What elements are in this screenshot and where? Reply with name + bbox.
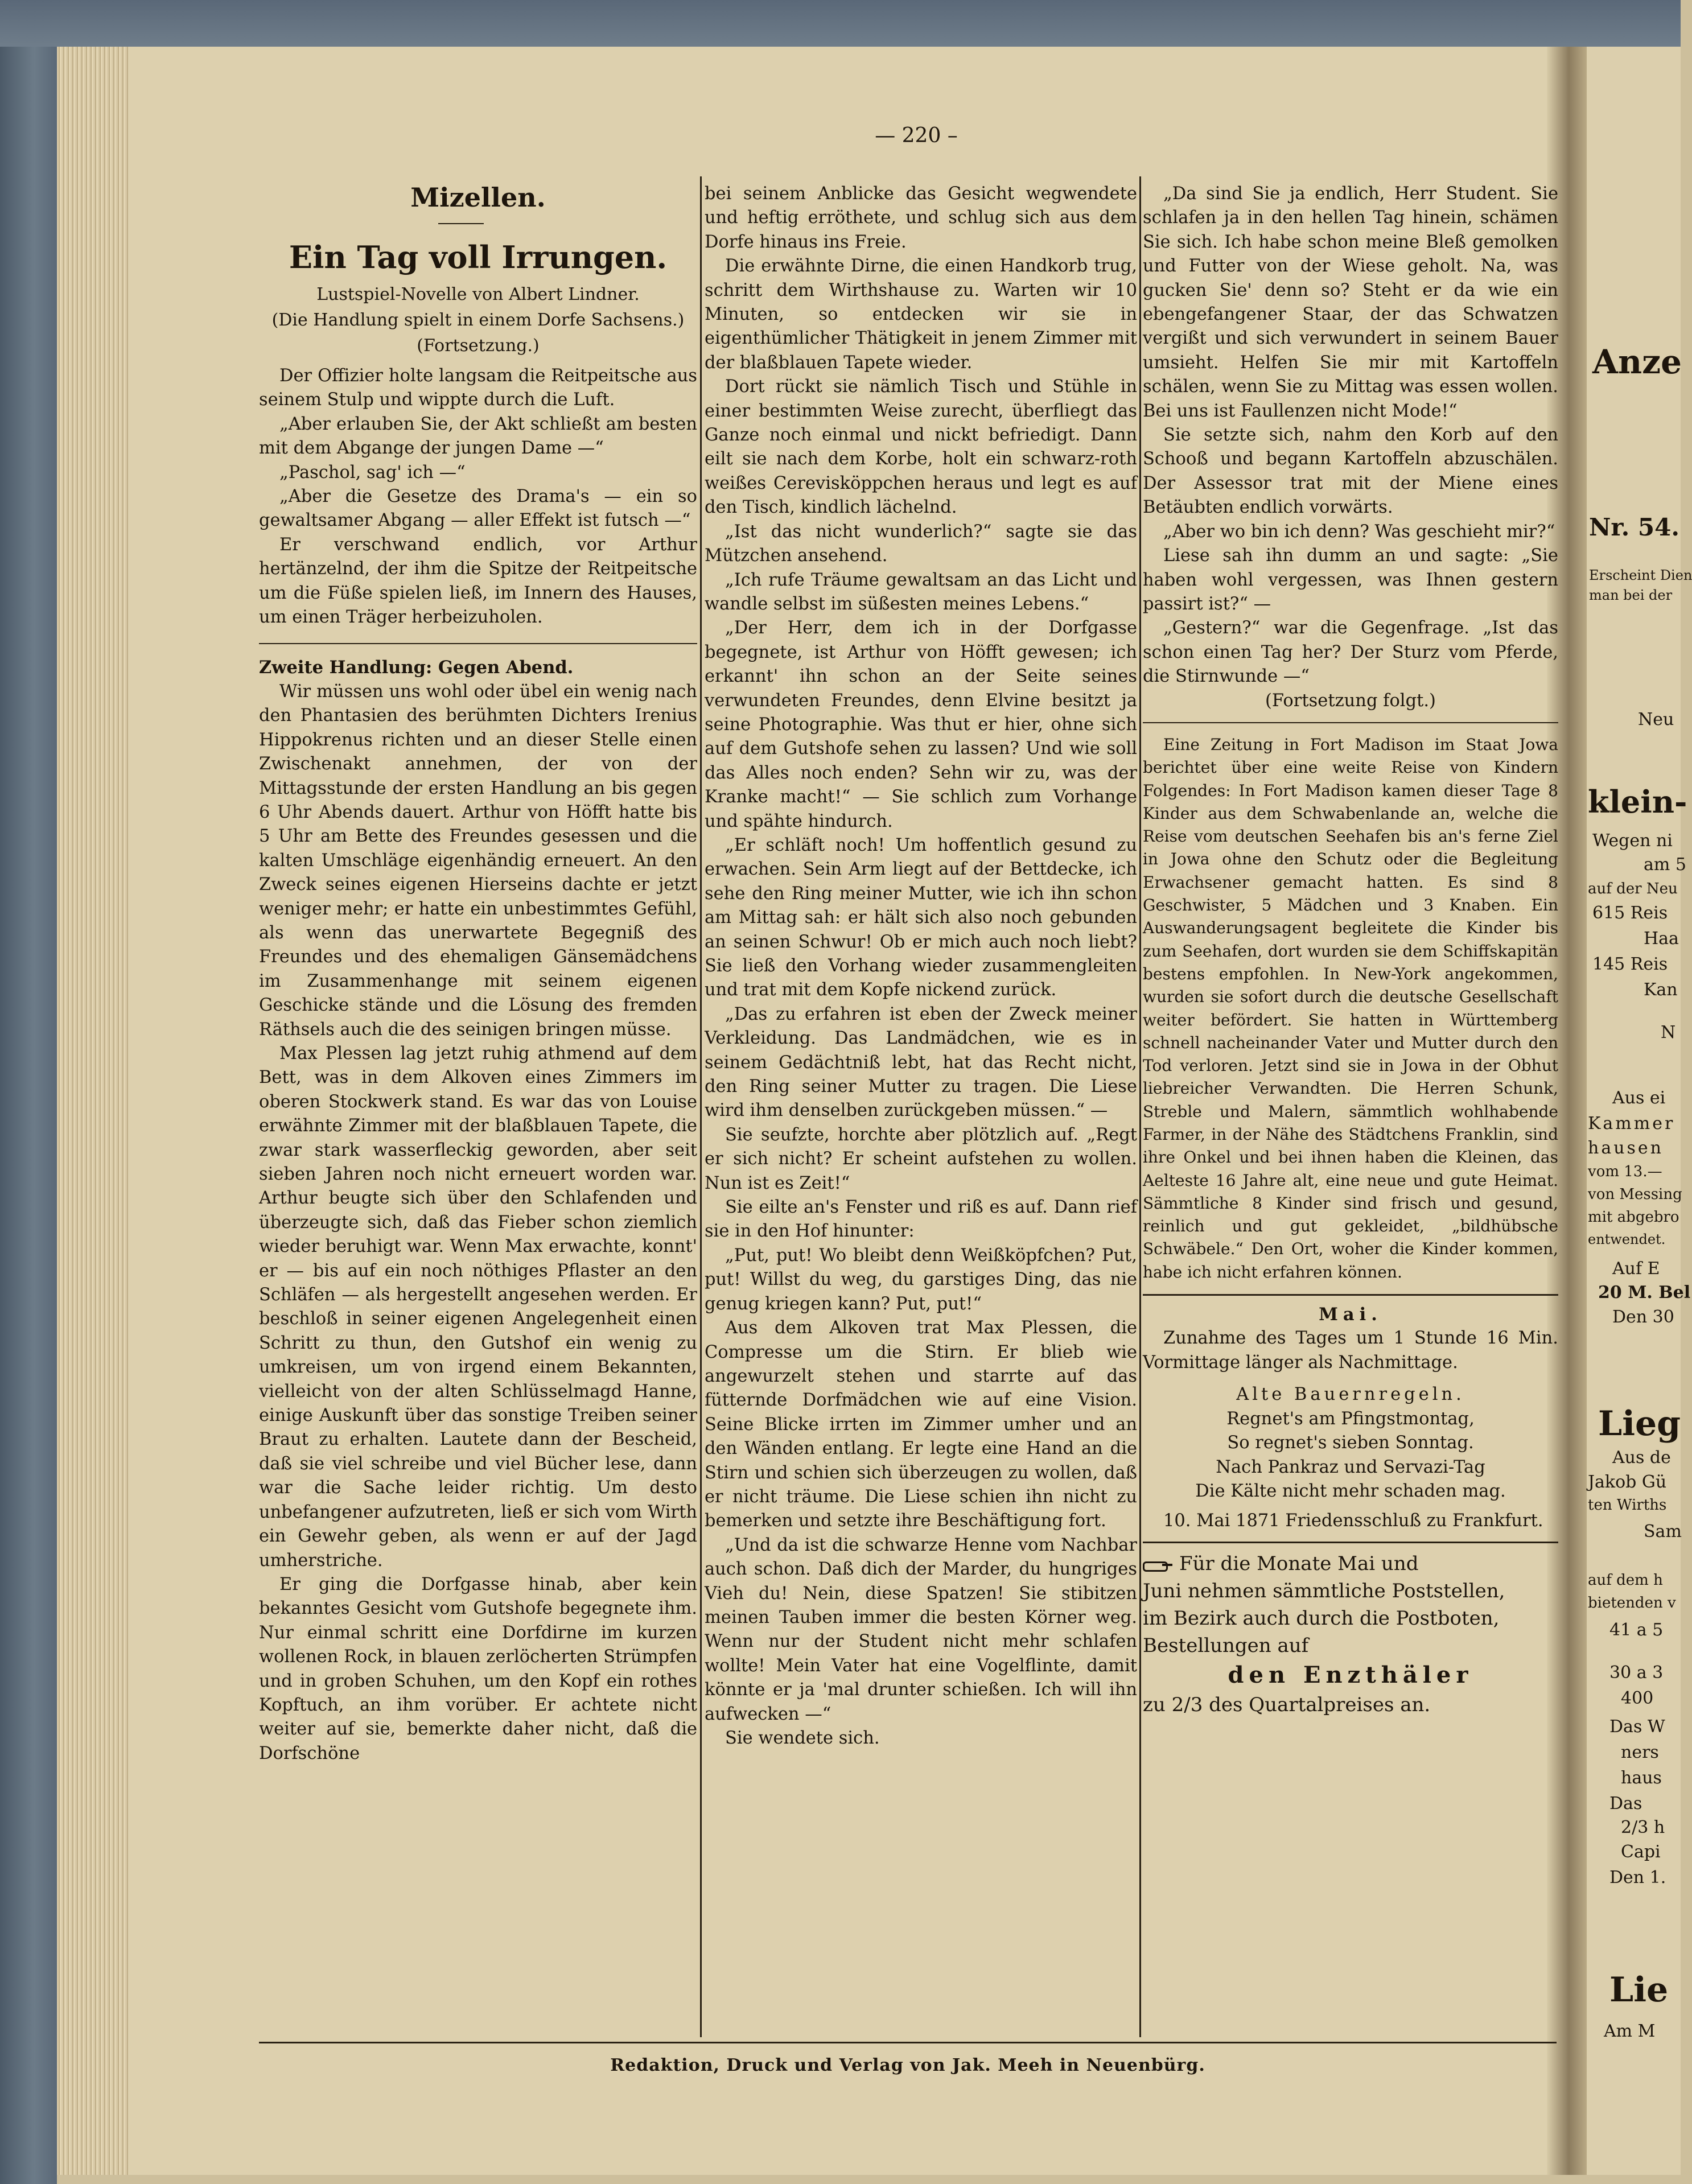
next-page-fragment: mit abgebro bbox=[1588, 1209, 1679, 1226]
next-page-fragment: Am M bbox=[1604, 2021, 1656, 2041]
next-page-fragment: 145 Reis bbox=[1592, 954, 1668, 974]
title-divider bbox=[438, 223, 484, 224]
news-divider bbox=[1143, 722, 1558, 723]
next-page-fragment: Den 30 bbox=[1612, 1307, 1674, 1327]
next-page-fragment: Aus de bbox=[1612, 1448, 1671, 1468]
subscription-line: zu 2/3 des Quartalpreises an. bbox=[1143, 1693, 1431, 1716]
news-item: Eine Zeitung in Fort Madison im Staat Jowa berichtet über eine weite Reise von Kindern Folgendes: In Fort Madison kamen dieser Tage 8 Kinder aus dem Schwabenlande an, welche die Reise vom deutschen Seehafen bis an's ferne Ziel in Jowa ohne den Schutz oder die Begleitung Erwachsener gemacht hatten. Es sind 8 Geschwister, 5 Mädchen und 3 Knaben. Ein Auswanderungsagent begleitete die Kinder bis zum Seehafen, dort wurden sie dem Schiffskapitän bestens empfohlen. In New-York angekommen, wurden sie sofort durch die deutsche Gesellschaft weiter befördert. Sie hatten in Württemberg schnell nacheinander Vater und Mutter durch den Tod verloren. Jetzt sind sie in Jowa in der Obhut liebreicher Verwandten. Die Herren Schunk, Streble und Malern, sämmtlich wohlhabende Farmer, in der Nähe des Städtchens Franklin, sind ihre Onkel und bei ihnen haben die Kleinen, das Aelteste 16 Jahre alt, eine neue und gute Heimat. Sämmtliche 8 Kinder sind frisch und gesund, reinlich und gut gekleidet, „bildhübsche Schwäbele.“ Den Ort, woher die Kinder kommen, habe ich nicht erfahren können. bbox=[1143, 735, 1558, 1281]
story-paragraph: „Paschol, sag' ich —“ bbox=[279, 462, 466, 483]
next-page-fragment: 20 M. Bel bbox=[1598, 1283, 1691, 1303]
story-paragraph: Max Plessen lag jetzt ruhig athmend auf dem Bett, was in dem Alkoven eines Zimmers im oberen Stockwerk stand. Es war das von Louise erwähnte Zimmer mit der blaßblauen Tapete, die zwar stark wasserfleckig geworden, aber seit sieben Jahren noch nicht erneuert worden war. Arthur beugte sich über den Schlafenden und überzeugte sich, daß das Fieber schon ziemlich wieder beruhigt war. Wenn Max erwachte, konnt' er — bis auf ein noch nöthiges Pflaster an den Schläfen — als hergestellt angesehen werden. Er beschloß in seiner eigenen Angelegenheit einen Schritt zu thun, den Gutshof ein wenig zu umkreisen, um von irgend einem Bekannten, vielleicht von der alten Schlüsselmagd Hanne, einige Auskunft über das sonstige Treiben seiner Braut zu erhalten. Lautete dann der Bescheid, daß sie viel schreibe und viel Bücher lese, dann war die Sache leider richtig. Um desto unbefangener aufzutreten, ließ er sich vom Wirth ein Gewehr geben, als wenn er auf der Jagd umherstriche. bbox=[259, 1043, 697, 1571]
story-paragraph: Der Offizier holte langsam die Reitpeitsche aus seinem Stulp und wippte durch die Luft. bbox=[259, 366, 697, 410]
act-divider bbox=[259, 643, 697, 644]
story-paragraph: „Und da ist die schwarze Henne vom Nachbar auch schon. Daß dich der Marder, du hungriges Vieh du! Nein, diese Spatzen! Sie stibitzen meinen Tauben immer die besten Körner weg. Wenn nur der Student nicht mehr schlafen wollte! Mein Vater hat eine Vogelflinte, damit könnte er ja 'mal drunter schießen. Ich will ihn aufwecken —“ bbox=[705, 1535, 1137, 1724]
story-paragraph: Sie wendete sich. bbox=[725, 1728, 880, 1748]
pointing-hand-icon bbox=[1143, 1558, 1172, 1572]
story-paragraph: „Aber erlauben Sie, der Akt schließt am besten mit dem Abgange der jungen Dame —“ bbox=[259, 414, 697, 459]
next-page-fragment: hausen bbox=[1588, 1138, 1664, 1158]
next-page-fragment: man bei der bbox=[1589, 587, 1673, 603]
next-page-fragment: Das bbox=[1609, 1794, 1642, 1814]
calendar-daylength: Zunahme des Tages um 1 Stunde 16 Min. Vormittage länger als Nachmittage. bbox=[1143, 1328, 1558, 1373]
next-page-fragment: Auf E bbox=[1612, 1259, 1660, 1279]
next-page-fragment: 2/3 h bbox=[1621, 1818, 1665, 1837]
next-page-fragment: vom 13.— bbox=[1588, 1163, 1662, 1180]
next-page-fragment: 615 Reis bbox=[1592, 903, 1668, 923]
page-edges bbox=[57, 47, 128, 2175]
next-page-fragment: Nr. 54. bbox=[1589, 513, 1679, 541]
section-title: Mizellen. bbox=[410, 182, 546, 213]
story-paragraph: „Ist das nicht wunderlich?“ sagte sie das Mützchen ansehend. bbox=[705, 521, 1137, 566]
next-page-fragment: Haa bbox=[1644, 929, 1679, 949]
story-paragraph: Sie eilte an's Fenster und riß es auf. Dann rief sie in den Hof hinunter: bbox=[705, 1197, 1137, 1242]
story-paragraph: Er ging die Dorfgasse hinab, aber kein bekanntes Gesicht vom Gutshofe begegnete ihm. Nur einmal schritt eine Dorfdirne im kurzen wollenen Rock, in blauen zerlöcherten Strümpfen und in groben Schuhen, um den Kopf ein rothes Kopftuch, an ihm vorüber. Er achtete nicht weiter auf sie, bemerkte daher nicht, daß die Dorfschöne bbox=[259, 1574, 697, 1763]
story-paragraph: „Ich rufe Träume gewaltsam an das Licht und wandle selbst im süßesten meines Lebens.“ bbox=[705, 570, 1137, 614]
next-page-fragment: ners bbox=[1621, 1742, 1659, 1762]
column-rule-1 bbox=[700, 176, 702, 2037]
continued-note: (Fortsetzung folgt.) bbox=[1265, 690, 1436, 711]
next-page-fragment: 30 a 3 bbox=[1609, 1663, 1664, 1683]
next-page-fragment: Anze bbox=[1592, 343, 1682, 381]
story-paragraph: „Das zu erfahren ist eben der Zweck meiner Verkleidung. Das Landmädchen, wie es in seinem Gedächtniß lebt, hat das Recht nicht, den Ring seiner Mutter zu tragen. Die Liese wird ihm denselben zurückgeben müssen.“ — bbox=[705, 1004, 1137, 1121]
act-heading: Zweite Handlung: Gegen Abend. bbox=[259, 657, 574, 678]
subscription-line: Bestellungen auf bbox=[1143, 1634, 1309, 1657]
rule-line: Nach Pankraz und Servazi-Tag bbox=[1216, 1457, 1485, 1477]
next-page-fragment: auf dem h bbox=[1588, 1572, 1663, 1589]
story-paragraph: „Da sind Sie ja endlich, Herr Student. Sie schlafen ja in den hellen Tag hinein, schämen Sie sich. Ich habe schon meine Bleß gemolken und Futter von der Wiese geholt. Na, was gucken Sie' denn so? Steht er da wie ein ebengefangener Staar, der das Schwatzen vergißt und sich verwundert in seinem Bauer umsieht. Helfen Sie mir mit Kartoffeln schälen, wenn Sie zu Mittag was essen wollen. Bei uns ist Faullenzen nicht Mode!“ bbox=[1143, 184, 1558, 421]
rule-line: Die Kälte nicht mehr schaden mag. bbox=[1195, 1481, 1506, 1501]
paper-name: den Enzthäler bbox=[1228, 1661, 1473, 1688]
next-page-fragment: am 5 bbox=[1644, 855, 1686, 875]
next-page-fragment: Kan bbox=[1644, 980, 1678, 1000]
next-page-fragment: auf der Neu bbox=[1588, 880, 1678, 897]
story-continued: (Fortsetzung.) bbox=[417, 336, 540, 356]
story-title: Ein Tag voll Irrungen. bbox=[289, 239, 668, 275]
rule-line: Regnet's am Pfingstmontag, bbox=[1226, 1408, 1475, 1429]
story-paragraph: bei seinem Anblicke das Gesicht wegwendete und heftig erröthete, und schlug sich aus dem Dorfe hinaus ins Freie. bbox=[705, 184, 1137, 252]
story-paragraph: „Aber die Gesetze des Drama's — ein so gewaltsamer Abgang — aller Effekt ist futsch —“ bbox=[259, 487, 697, 531]
next-page-fragment: Lieg bbox=[1598, 1404, 1681, 1444]
column-1 bbox=[259, 364, 697, 1766]
next-page-edge bbox=[1587, 47, 1692, 2175]
book-cover-top bbox=[0, 0, 1681, 47]
next-page-fragment: 400 bbox=[1621, 1688, 1654, 1708]
calendar-month: Mai. bbox=[1319, 1304, 1382, 1325]
next-page-fragment: 41 a 5 bbox=[1609, 1620, 1664, 1640]
story-paragraph: Sie seufzte, horchte aber plötzlich auf. „Regt er sich nicht? Er scheint aufstehen zu wollen. Nun ist es Zeit!“ bbox=[705, 1124, 1137, 1193]
next-page-fragment: Neu bbox=[1638, 710, 1674, 730]
subscription-line: Für die Monate Mai und bbox=[1143, 1550, 1558, 1577]
story-paragraph: „Gestern?“ war die Gegenfrage. „Ist das schon einen Tag her? Der Sturz vom Pferde, die Stirnwunde —“ bbox=[1143, 618, 1558, 687]
next-page-fragment: haus bbox=[1621, 1768, 1662, 1788]
next-page-fragment: Jakob Gü bbox=[1588, 1472, 1667, 1492]
next-page-fragment: Aus ei bbox=[1612, 1088, 1666, 1108]
rule-line: So regnet's sieben Sonntag. bbox=[1227, 1433, 1474, 1453]
story-paragraph: Sie setzte sich, nahm den Korb auf den Schooß und begann Kartoffeln abzuschälen. Der Assessor trat mit der Miene eines Betäubten endlich vorwärts. bbox=[1143, 425, 1558, 518]
rules-title: Alte Bauernregeln. bbox=[1236, 1384, 1465, 1405]
next-page-fragment: bietenden v bbox=[1588, 1594, 1676, 1612]
story-paragraph: „Der Herr, dem ich in der Dorfgasse begegnete, ist Arthur von Höfft gewesen; ich erkannt' ihn schon an der Seite seines verwundeten Freundes, denn Elvine besitzt ja seine Photographie. Was thut er hier, ohne sich auf dem Gutshofe sehen zu lassen? Und wie soll das Alles noch enden? Sehn wir zu, was der Kranke macht!“ — Sie schlich zum Vorhange und spähte hindurch. bbox=[705, 618, 1137, 831]
next-page-fragment: Lie bbox=[1609, 1970, 1669, 2010]
next-page-fragment: klein- bbox=[1588, 784, 1687, 820]
story-subtitle: Lustspiel-Novelle von Albert Lindner. bbox=[316, 285, 640, 304]
next-page-fragment: Capi bbox=[1621, 1842, 1661, 1862]
subscription-line: im Bezirk auch durch die Postboten, bbox=[1143, 1606, 1500, 1630]
imprint-footer: Redaktion, Druck und Verlag von Jak. Meeh in Neuenbürg. bbox=[610, 2055, 1205, 2075]
next-page-fragment: von Messing bbox=[1588, 1186, 1682, 1203]
story-paragraph: „Aber wo bin ich denn? Was geschieht mir?“ bbox=[1163, 521, 1555, 542]
story-paragraph: Aus dem Alkoven trat Max Plessen, die Compresse um die Stirn. Er blieb wie angewurzelt stehen und starrte auf das fütternde Dorfmädchen wie auf eine Vision. Seine Blicke irrten im Zimmer umher und an den Wänden entlang. Er legte eine Hand an die Stirn und schien sich überzeugen zu wollen, daß er nicht träume. Die Liese schien ihn nicht zu bemerken und setzte ihre Beschäftigung fort. bbox=[705, 1318, 1137, 1531]
book-cover-spine bbox=[0, 0, 57, 2184]
page-number: — 220 – bbox=[875, 124, 958, 147]
next-page-fragment: Den 1. bbox=[1609, 1868, 1666, 1888]
subscription-divider bbox=[1143, 1542, 1558, 1543]
story-paragraph: „Put, put! Wo bleibt denn Weißköpfchen? Put, put! Willst du weg, du garstiges Ding, das nie genug kriegen kann? Put, put!“ bbox=[705, 1245, 1137, 1314]
story-note: (Die Handlung spielt in einem Dorfe Sachsens.) bbox=[271, 310, 685, 330]
next-page-fragment: N bbox=[1661, 1023, 1676, 1042]
next-page-fragment: Sam bbox=[1644, 1522, 1682, 1542]
next-page-fragment: entwendet. bbox=[1588, 1231, 1666, 1247]
date-note: 10. Mai 1871 Friedensschluß zu Frankfurt. bbox=[1163, 1511, 1543, 1531]
next-page-fragment: Erscheint Dien bbox=[1589, 567, 1692, 583]
story-paragraph: „Er schläft noch! Um hoffentlich gesund zu erwachen. Sein Arm liegt auf der Bettdecke, ich sehe den Ring meiner Mutter, wie ich ihn schon am Mittag sah: er hält sich also noch gebunden an seinen Schwur! Ob er mich auch noch liebt? Sie ließ den Vorhang wieder zusammengleiten und trat mit dem Kopfe nickend zurück. bbox=[705, 835, 1137, 1000]
story-paragraph: Dort rückt sie nämlich Tisch und Stühle in einer bestimmten Weise zurecht, überfliegt das Ganze noch einmal und nickt befriedigt. Dann eilt sie nach dem Korbe, holt ein schwarz-roth weißes Cerevisköppchen heraus und legt es auf den Tisch, kindlich lächelnd. bbox=[705, 377, 1137, 518]
next-page-fragment: Das W bbox=[1609, 1717, 1665, 1737]
next-page-fragment: Wegen ni bbox=[1592, 831, 1673, 851]
story-paragraph: Liese sah ihn dumm an und sagte: „Sie haben wohl vergessen, was Ihnen gestern passirt ist?“ — bbox=[1143, 546, 1558, 614]
calendar-divider bbox=[1143, 1294, 1558, 1296]
story-paragraph: Er verschwand endlich, vor Arthur hertänzelnd, der ihm die Spitze der Reitpeitsche um die Füße spielen ließ, im Innern des Hauses, um einen Träger herbeizuholen. bbox=[259, 534, 697, 628]
column-rule-2 bbox=[1139, 176, 1141, 2037]
story-paragraph: Wir müssen uns wohl oder übel ein wenig nach den Phantasien des berühmten Dichters Irenius Hippokrenus richten und an dieser Stelle einen Zwischenakt annehmen, der von der Mittagsstunde der ersten Handlung an bis gegen 6 Uhr Abends dauert. Arthur von Höfft hatte bis 5 Uhr am Bette des Freundes gesessen und die kalten Umschläge eigenhändig erneuert. An den Zweck seines eigenen Hierseins dachte er jetzt weniger mehr; er hatte ein unbestimmtes Gefühl, als wenn das unerwartete Begegniß des Freundes und des ehemaligen Gänsemädchens im Zusammenhange mit seinem eigenen Geschicke stände und die Lösung des fremden Räthsels auch die des seinigen bringen müsse. bbox=[259, 681, 697, 1040]
subscription-line: Juni nehmen sämmtliche Poststellen, bbox=[1143, 1579, 1505, 1602]
next-page-fragment: ten Wirths bbox=[1588, 1497, 1667, 1514]
next-page-fragment: Kammer bbox=[1588, 1114, 1675, 1134]
story-paragraph: Die erwähnte Dirne, die einen Handkorb trug, schritt dem Wirthshause zu. Warten wir 10 Minuten, so entdecken wir sie in eigenthümlicher Thätigkeit in jenem Zimmer mit der blaßblauen Tapete wieder. bbox=[705, 256, 1137, 373]
footer-rule bbox=[259, 2042, 1557, 2043]
column-3 bbox=[1143, 182, 1558, 1719]
column-2 bbox=[705, 182, 1137, 1750]
